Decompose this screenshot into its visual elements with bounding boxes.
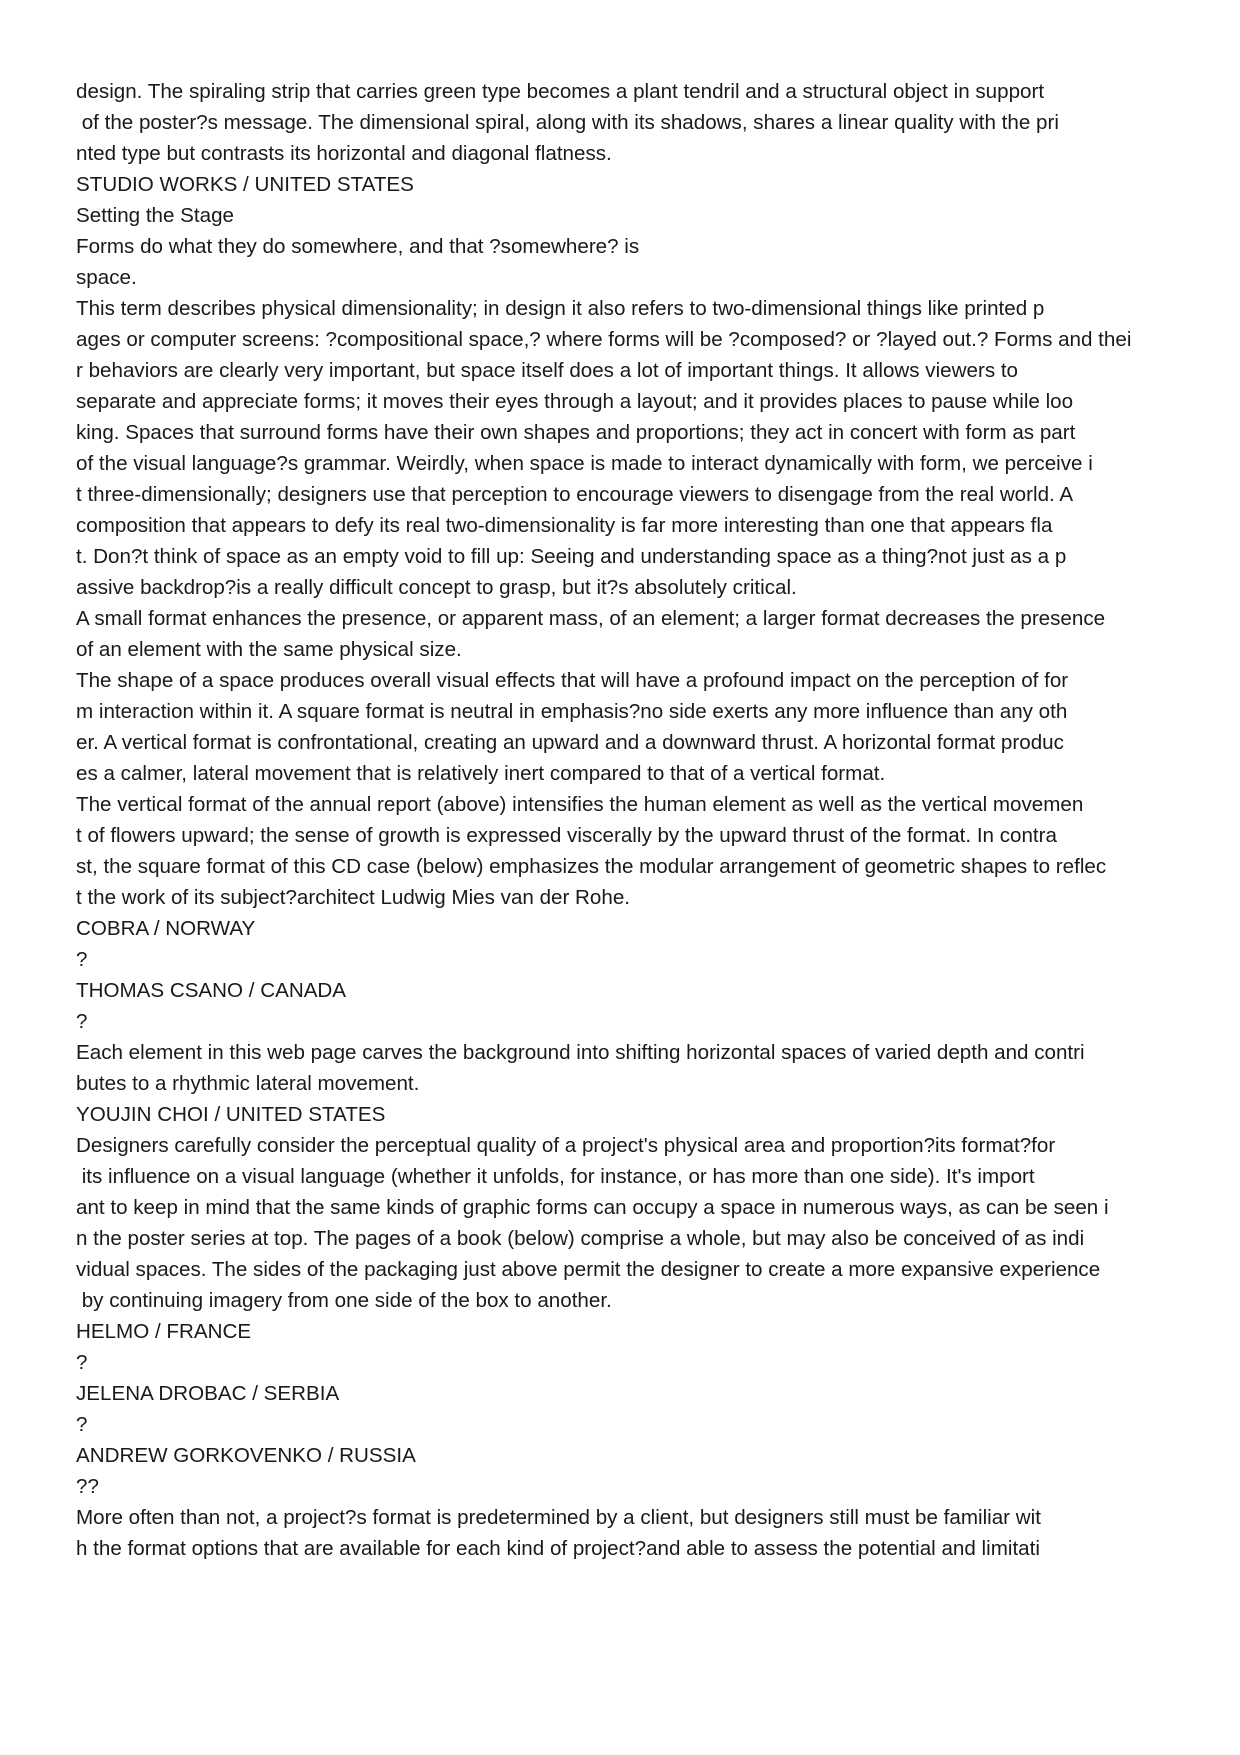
text-line: ANDREW GORKOVENKO / RUSSIA <box>76 1444 416 1467</box>
document-text <box>76 76 1196 1564</box>
text-line: t of flowers upward; the sense of growth is expressed viscerally by the upward thrust of the format. In contra <box>76 824 1057 847</box>
text-line: butes to a rhythmic lateral movement. <box>76 1072 420 1095</box>
text-line: ant to keep in mind that the same kinds of graphic forms can occupy a space in numerous ways, as can be seen i <box>76 1196 1109 1219</box>
text-line: More often than not, a project?s format is predetermined by a client, but designers still must be familiar wit <box>76 1506 1041 1529</box>
text-line: by continuing imagery from one side of the box to another. <box>76 1289 612 1312</box>
text-line: er. A vertical format is confrontational, creating an upward and a downward thrust. A horizontal format produc <box>76 731 1064 754</box>
text-line: A small format enhances the presence, or apparent mass, of an element; a larger format decreases the presence <box>76 607 1106 630</box>
text-line: STUDIO WORKS / UNITED STATES <box>76 173 414 196</box>
text-line: THOMAS CSANO / CANADA <box>76 979 347 1002</box>
text-line: es a calmer, lateral movement that is relatively inert compared to that of a vertical format. <box>76 762 886 785</box>
text-line: JELENA DROBAC / SERBIA <box>76 1382 340 1405</box>
text-line: t the work of its subject?architect Ludwig Mies van der Rohe. <box>76 886 631 909</box>
text-line: ? <box>76 948 88 971</box>
text-line: design. The spiraling strip that carries green type becomes a plant tendril and a structural object in support <box>76 80 1045 103</box>
text-line: vidual spaces. The sides of the packaging just above permit the designer to create a more expansive experience <box>76 1258 1101 1281</box>
text-line: t three-dimensionally; designers use that perception to encourage viewers to disengage from the real world. A <box>76 483 1074 506</box>
text-line: st, the square format of this CD case (below) emphasizes the modular arrangement of geometric shapes to reflec <box>76 855 1107 878</box>
text-line: m interaction within it. A square format is neutral in emphasis?no side exerts any more influence than any oth <box>76 700 1068 723</box>
text-line: The shape of a space produces overall visual effects that will have a profound impact on the perception of for <box>76 669 1069 692</box>
text-line: ? <box>76 1351 88 1374</box>
text-line: COBRA / NORWAY <box>76 917 256 940</box>
text-line: ? <box>76 1010 88 1033</box>
text-line: nted type but contrasts its horizontal and diagonal flatness. <box>76 142 612 165</box>
text-line: assive backdrop?is a really difficult concept to grasp, but it?s absolutely critical. <box>76 576 797 599</box>
text-line: t. Don?t think of space as an empty void to fill up: Seeing and understanding space as a thing?not just as a p <box>76 545 1067 568</box>
document-page <box>76 76 1196 1564</box>
text-line: r behaviors are clearly very important, but space itself does a lot of important things. It allows viewers to <box>76 359 1019 382</box>
text-line: ages or computer screens: ?compositional space,? where forms will be ?composed? or ?layed out.? Forms and thei <box>76 328 1132 351</box>
text-line: of the visual language?s grammar. Weirdly, when space is made to interact dynamically with form, we perceive i <box>76 452 1093 475</box>
text-line: HELMO / FRANCE <box>76 1320 252 1343</box>
text-line: The vertical format of the annual report (above) intensifies the human element as well as the vertical movemen <box>76 793 1084 816</box>
text-line: YOUJIN CHOI / UNITED STATES <box>76 1103 386 1126</box>
text-line: Each element in this web page carves the background into shifting horizontal spaces of varied depth and contri <box>76 1041 1085 1064</box>
text-line: space. <box>76 266 137 289</box>
text-line: composition that appears to defy its real two-dimensionality is far more interesting than one that appears fla <box>76 514 1053 537</box>
text-line: h the format options that are available for each kind of project?and able to assess the potential and limitati <box>76 1537 1040 1560</box>
text-line: This term describes physical dimensionality; in design it also refers to two-dimensional things like printed p <box>76 297 1045 320</box>
text-line: Setting the Stage <box>76 204 235 227</box>
text-line: Designers carefully consider the perceptual quality of a project's physical area and proportion?its format?for <box>76 1134 1056 1157</box>
text-line: ?? <box>76 1475 99 1498</box>
text-line: separate and appreciate forms; it moves their eyes through a layout; and it provides places to pause while loo <box>76 390 1074 413</box>
text-line: of an element with the same physical size. <box>76 638 462 661</box>
text-line: of the poster?s message. The dimensional spiral, along with its shadows, shares a linear quality with the pri <box>76 111 1059 134</box>
text-line: Forms do what they do somewhere, and that ?somewhere? is <box>76 235 640 258</box>
text-line: king. Spaces that surround forms have their own shapes and proportions; they act in concert with form as part <box>76 421 1076 444</box>
text-line: its influence on a visual language (whether it unfolds, for instance, or has more than one side). It's import <box>76 1165 1035 1188</box>
text-line: ? <box>76 1413 88 1436</box>
text-line: n the poster series at top. The pages of a book (below) comprise a whole, but may also be conceived of as indi <box>76 1227 1085 1250</box>
